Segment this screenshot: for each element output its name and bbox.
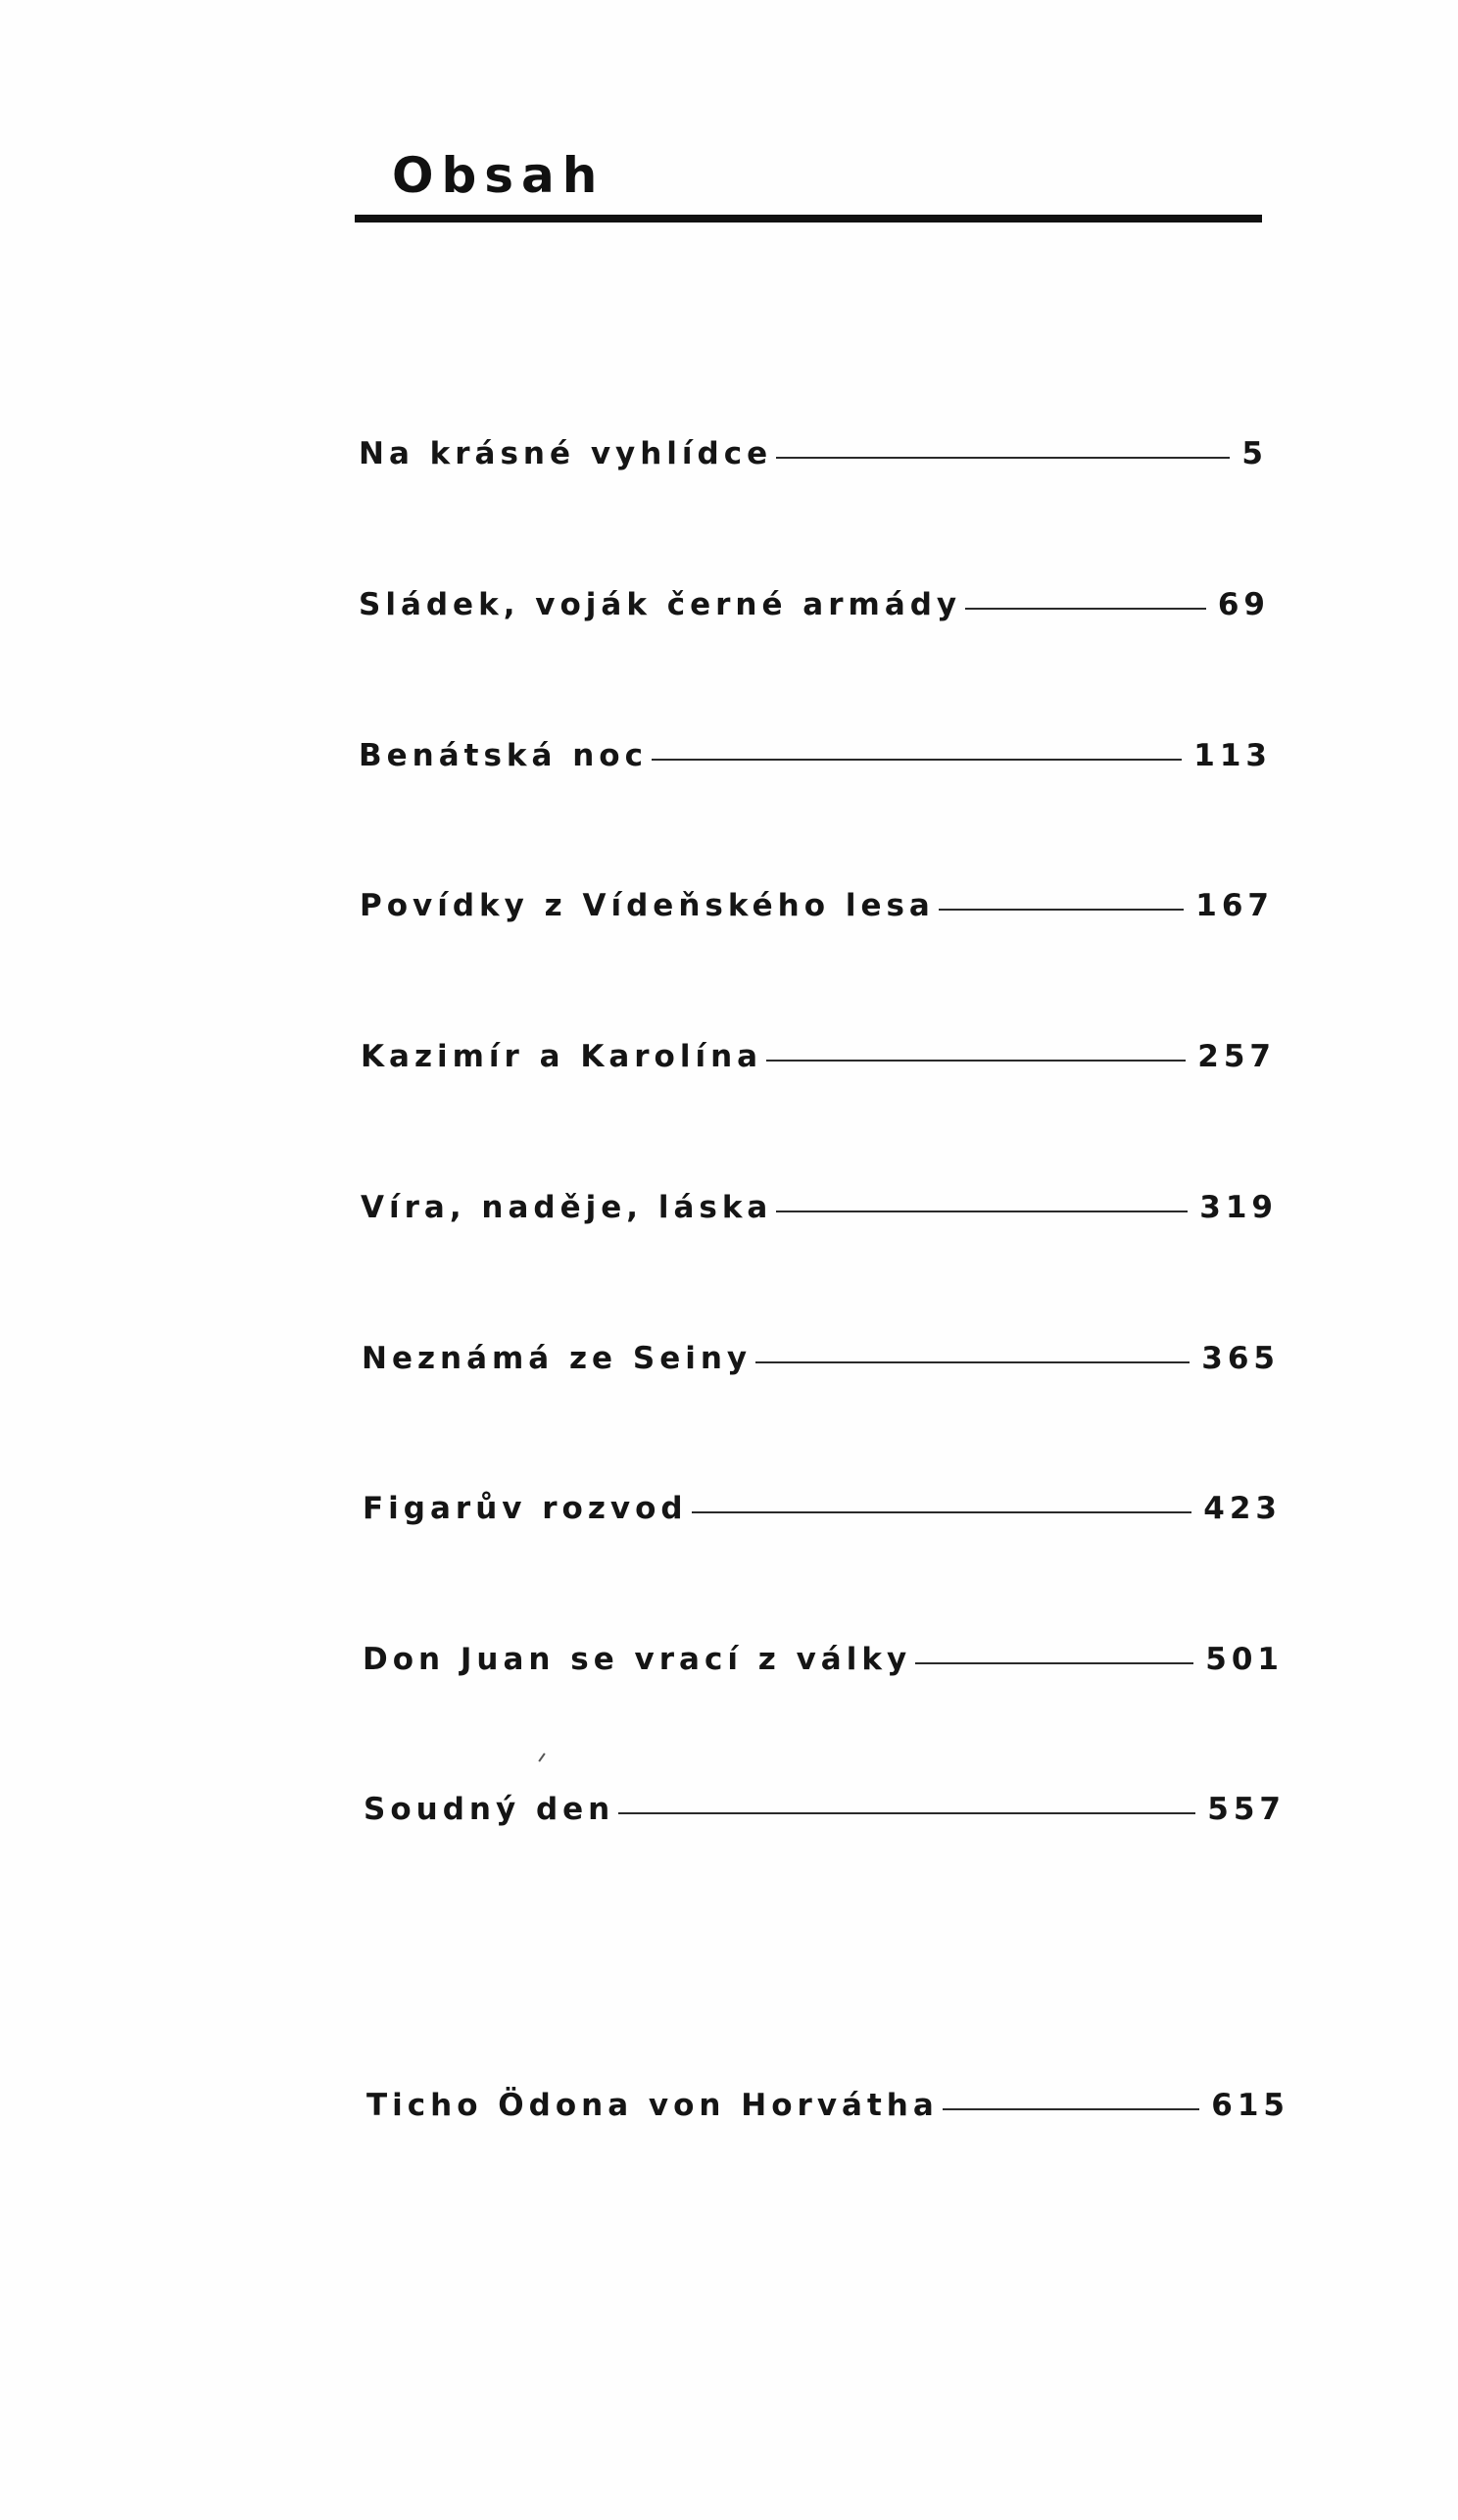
toc-entry-page: 557	[1207, 1792, 1286, 1827]
dotted-leader	[618, 1812, 1195, 1814]
dotted-leader	[755, 1361, 1190, 1363]
toc-entry-page: 69	[1217, 587, 1270, 622]
dotted-leader	[943, 2108, 1200, 2110]
toc-entry-page: 5	[1241, 436, 1268, 471]
toc-entry	[362, 1328, 1280, 1377]
toc-entry-page: 113	[1193, 738, 1272, 773]
toc-entry-page: 501	[1205, 1642, 1284, 1677]
dotted-leader	[915, 1662, 1193, 1664]
toc-entry	[366, 2075, 1289, 2124]
toc-entry-title: Víra, naděje, láska	[361, 1190, 773, 1225]
dotted-leader	[652, 759, 1182, 761]
toc-entry-page: 167	[1195, 888, 1274, 923]
toc-entry	[361, 1177, 1278, 1226]
toc-entry-page: 319	[1199, 1190, 1278, 1225]
toc-entry-page: 365	[1201, 1341, 1280, 1376]
toc-entry	[361, 1026, 1276, 1075]
dotted-leader	[965, 608, 1206, 610]
toc-entry-title: Neznámá ze Seiny	[362, 1341, 753, 1376]
dotted-leader	[692, 1511, 1192, 1513]
toc-entry-title: Soudný den	[364, 1792, 615, 1827]
toc-entry	[363, 1629, 1284, 1678]
toc-entry	[363, 1478, 1282, 1527]
toc-entry-title: Ticho Ödona von Horvátha	[366, 2088, 939, 2123]
stray-ink-mark	[538, 1753, 545, 1761]
toc-entry-page: 615	[1211, 2088, 1289, 2123]
toc-entry	[359, 574, 1270, 623]
toc-entry-title: Kazimír a Karolína	[361, 1039, 763, 1074]
toc-entry-title: Povídky z Vídeňského lesa	[360, 888, 935, 923]
toc-entry-title: Benátská noc	[359, 738, 648, 773]
page-title: Obsah	[392, 147, 606, 204]
toc-entry	[359, 423, 1268, 472]
toc-entry-title: Sládek, voják černé armády	[359, 587, 962, 622]
dotted-leader	[766, 1060, 1186, 1062]
toc-entry-title: Don Juan se vrací z války	[363, 1642, 912, 1677]
toc-entry-page: 423	[1203, 1491, 1282, 1526]
toc-entry-title: Figarův rozvod	[363, 1491, 688, 1526]
dotted-leader	[776, 1211, 1188, 1212]
heading-underline	[355, 215, 1262, 222]
dotted-leader	[939, 909, 1184, 911]
dotted-leader	[776, 457, 1230, 459]
toc-entry	[360, 875, 1274, 924]
toc-entry-title: Na krásné vyhlídce	[359, 436, 773, 471]
toc-entry-page: 257	[1197, 1039, 1276, 1074]
toc-entry	[364, 1779, 1286, 1828]
toc-entry	[359, 725, 1272, 774]
